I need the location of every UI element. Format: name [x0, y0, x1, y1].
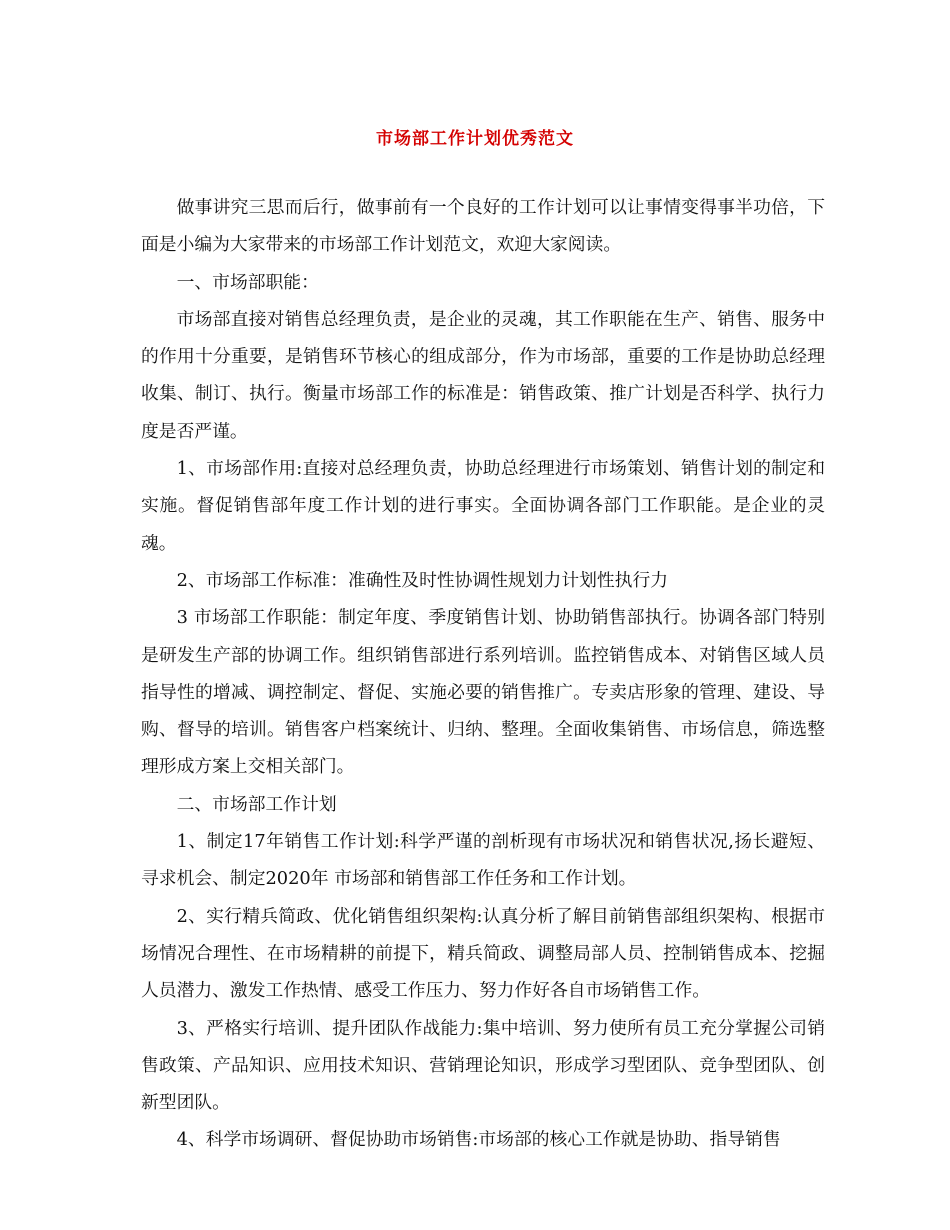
- paragraph: 3、严格实行培训、提升团队作战能力:集中培训、努力使所有员工充分掌握公司销售政策、产品知识、应用技术知识、营销理论知识，形成学习型团队、竞争型团队、创新型团队。: [141, 1017, 825, 1114]
- paragraph: 4、科学市场调研、督促协助市场销售:市场部的核心工作就是协助、指导销售: [176, 1129, 781, 1151]
- section-heading-1: 一、市场部职能：: [176, 271, 319, 293]
- section-heading-2: 二、市场部工作计划: [176, 793, 337, 815]
- paragraph: 2、市场部工作标准：准确性及时性协调性规划力计划性执行力: [176, 569, 669, 591]
- paragraph: 2、实行精兵简政、优化销售组织架构:认真分析了解目前销售部组织架构、根据市场情况合理性、在市场精耕的前提下，精兵简政、调整局部人员、控制销售成本、挖掘人员潜力、激发工作热情、感受工作压力、努力作好各自市场销售工作。: [141, 905, 825, 1002]
- intro-paragraph: 做事讲究三思而后行，做事前有一个良好的工作计划可以让事情变得事半功倍，下面是小编为大家带来的市场部工作计划范文，欢迎大家阅读。: [141, 197, 825, 256]
- paragraph: 1、制定17年销售工作计划:科学严谨的剖析现有市场状况和销售状况,扬长避短、寻求机会、制定2020年 市场部和销售部工作任务和工作计划。: [141, 831, 825, 890]
- paragraph: 1、市场部作用:直接对总经理负责，协助总经理进行市场策划、销售计划的制定和实施。督促销售部年度工作计划的进行事实。全面协调各部门工作职能。是企业的灵魂。: [141, 458, 825, 554]
- paragraph: 市场部直接对销售总经理负责，是企业的灵魂，其工作职能在生产、销售、服务中的作用十分重要，是销售环节核心的组成部分，作为市场部，重要的工作是协助总经理收集、制订、执行。衡量市场部工作的标准是：销售政策、推广计划是否科学、执行力度是否严谨。: [141, 308, 825, 442]
- document-body: [141, 189, 825, 1159]
- document-title: 市场部工作计划优秀范文: [376, 129, 574, 149]
- paragraph: 3 市场部工作职能：制定年度、季度销售计划、协助销售部执行。协调各部门特别是研发生产部的协调工作。组织销售部进行系列培训。监控销售成本、对销售区域人员指导性的增减、调控制定、督促、实施必要的销售推广。专卖店形象的管理、建设、导购、督导的培训。销售客户档案统计、归纳、整理。全面收集销售、市场信息，筛选整理形成方案上交相关部门。: [141, 607, 825, 778]
